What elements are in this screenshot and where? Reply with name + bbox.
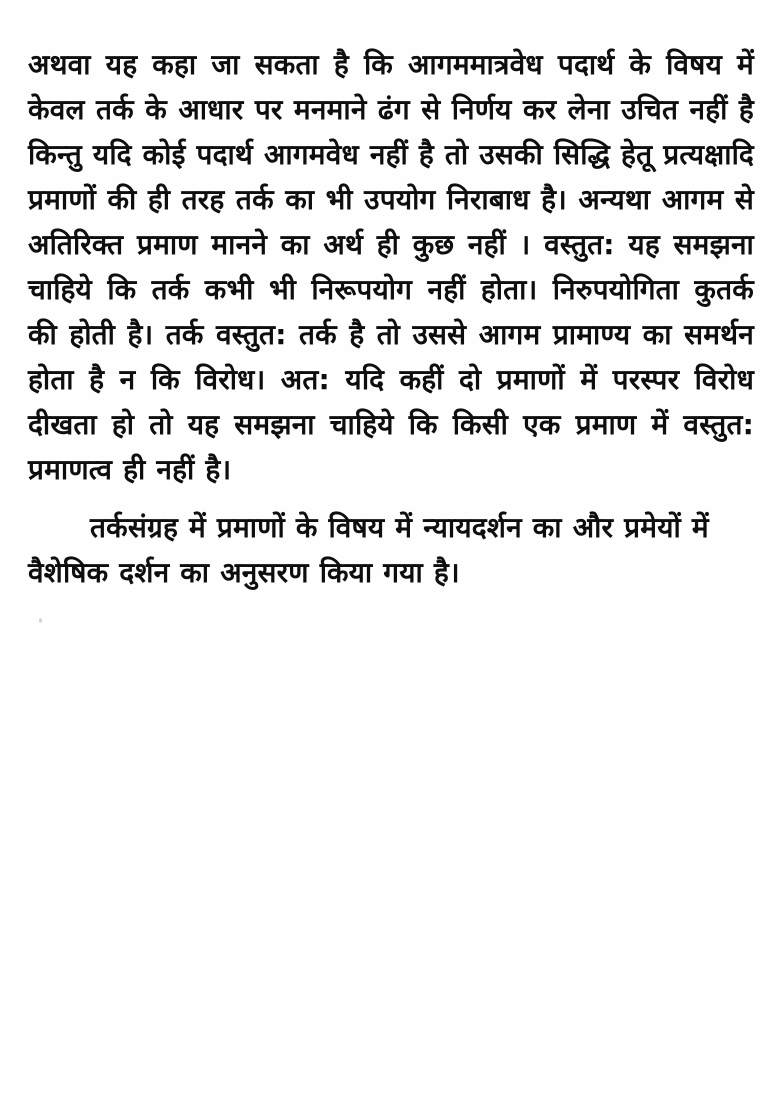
scan-artifact-speck [39, 618, 42, 623]
paragraph-2: तर्कसंग्रह में प्रमाणों के विषय में न्यायदर्शन का और प्रमेयों में वैशेषिक दर्शन का अनुसरण किया गया है। [28, 511, 709, 589]
paragraph-1: अथवा यह कहा जा सकता है कि आगममात्रवेध पदार्थ के विषय में केवल तर्क के आधार पर मनमाने ढंग से निर्णय कर लेना उचित नहीं है किन्तु यदि कोई पदार्थ आगमवेध नहीं है तो उसकी सिद्धि हेतू प्रत्यक्षादि प्रमाणों की ही तरह तर्क का भी उपयोग निराबाध है। अन्यथा आगम से अतिरिक्त प्रमाण मानने का अर्थ ही कुछ नहीं । वस्तुत: यह समझना चाहिये कि तर्क कभी भी निरूपयोग नहीं होता। निरुपयोगिता कुतर्क की होती है। तर्क वस्तुत: तर्क है तो उससे आगम प्रामाण्य का समर्थन होता है न कि विरोध। अत: यदि कहीं दो प्रमाणों में परस्पर विरोध दीखता हो तो यह समझना चाहिये कि किसी एक प्रमाण में वस्तुत: प्रमाणत्व ही नहीं है। [28, 48, 754, 486]
page-text-block [28, 42, 754, 595]
